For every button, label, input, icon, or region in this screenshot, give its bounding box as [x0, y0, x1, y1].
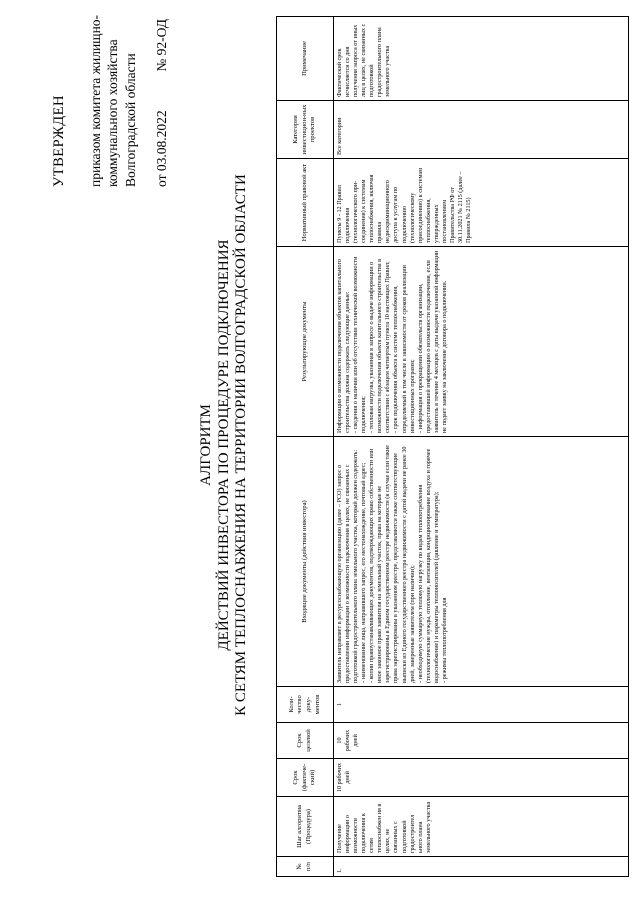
term-target-cell: 10 рабочих дней: [334, 723, 629, 759]
header-cell: Нормативный правовой акт: [277, 159, 334, 247]
header-cell: Примечание: [277, 17, 334, 101]
result-paragraph: - срок подключения объекта к системе теплоснабжения, определяемый в том числе в зависимости от сроков реализации инвестиционных программ;: [392, 265, 416, 433]
header-cell: № п/п: [277, 857, 334, 877]
approval-line-2: коммунального хозяйства: [105, 39, 121, 187]
approval-heading: УТВЕРЖДЕН: [51, 95, 67, 187]
header-cell: Шаг алгоритма (Процедура): [277, 797, 334, 857]
result-paragraph: Информация о возможности подключения объектов капитального строительства должна содержать следующие данные:: [336, 259, 352, 433]
header-cell: Коли-чество доку-ментов: [277, 687, 334, 723]
table-header-row: [277, 17, 334, 877]
header-cell: Категория инвестицион-ных проектов: [277, 101, 334, 159]
incoming-paragraph: - копии правоустанавливающих документов, подтверждающих право собственности или иное законное право заявителя на земельный участок, права на которые не зарегистрированы в Едином государственном реестре недвижимости (в случае если такие права зарегистрированы в указанном реестре, представляются также соответствующие выписки из Единого государственного реестра недвижимости с датой выдачи не ранее 30 дней, заверенные заявителем (при наличии);: [368, 444, 416, 683]
incoming-paragraph: - необходимую суммарную тепловую нагрузку по видам теплопотребления (технологические нужды, отопление, вентиляция, кондиционирование воздуха и горячее водоснабжение) и параметры теплоносителей (давление и температура);: [416, 448, 440, 683]
result-paragraph: - сведения о наличии или об отсутствии технической возможности подключения;: [352, 256, 368, 433]
result-paragraph: - тепловая нагрузка, указанная в запросе о выдаче информации о возможности подключения объекта капитального строительства в соответствии с абзацем четвертым пункта 10 настоящих Правил;: [368, 258, 392, 433]
incoming-paragraph: - режимы теплопотребления для: [440, 597, 448, 683]
number-sign: №: [154, 58, 170, 72]
approval-number: 92-ОД: [154, 19, 170, 56]
doc-count-cell: 1: [334, 687, 629, 723]
table-row: [334, 17, 629, 877]
approval-line-3: Волгоградской области: [122, 53, 138, 187]
approval-block: [50, 7, 171, 187]
document-title: [198, 25, 251, 865]
note-cell: Фактический срок исчисляется со дня получения запроса от иных лиц в целях, не связанных с подготовкой градостроительного плана земельного участка: [334, 17, 629, 101]
approval-date-line: [153, 7, 171, 187]
approval-date: 03.08.2022: [154, 110, 170, 172]
row-number: 1.: [334, 857, 629, 877]
title-line-2: ДЕЙСТВИЙ ИНВЕСТОРА ПО ПРОЦЕДУРЕ ПОДКЛЮЧЕНИЯ: [215, 239, 232, 651]
date-prefix: от: [154, 174, 170, 187]
title-line-1: АЛГОРИТМ: [198, 404, 214, 486]
term-actual-cell: 10 рабочих дней: [334, 759, 629, 797]
step-cell: Получение информации о возможности подключения к сетям теплоснабжен ия в целях, не связанных с подготовкой градостроител ьного плана земельного участка: [334, 797, 629, 857]
incoming-paragraph: Заявитель направляет в ресурсоснабжающую организацию (далее – РСО) запрос о предоставлении информации о возможности подключения в целях, не связанных с подготовкой градостроительного плана земельного участка, который должен содержать:: [336, 449, 360, 683]
incoming-paragraph: - наименование лица, направившего запрос, его местонахождение, почтовый адрес;: [360, 462, 368, 683]
category-cell: Все категории: [334, 101, 629, 159]
title-line-3: К СЕТЯМ ТЕПЛОСНАБЖЕНИЯ НА ТЕРРИТОРИИ ВОЛГОГРАДСКОЙ ОБЛАСТИ: [233, 174, 250, 716]
result-paragraph: - информация о прекращении обязательств организации, предоставившей информацию о возможности подключения, если заявитель в течение 4 месяцев с даты выдачи указанной информации не подает заявку на заключение договора о подключении.: [416, 250, 448, 433]
incoming-docs-cell: [334, 437, 629, 687]
normative-act-cell: Пункты 9 - 12 Правил подключения (технологического при-соединения) к системам теплоснабжения, включая правила недискриминационного доступа к услугам по подключению (технологическому присоединению) к системам теплоснабжения, утвержденных постановлением Правительства РФ от 30.11.2021 № 2115 (далее – Правила № 2115): [334, 159, 629, 247]
result-docs-cell: [334, 247, 629, 437]
header-cell: Входящие документы (действия инвестора): [277, 437, 334, 687]
header-cell: Срок целевой: [277, 723, 334, 759]
header-cell: Срок (фактиче-ский): [277, 759, 334, 797]
algorithm-table: [276, 16, 629, 877]
header-cell: Результирующие документы: [277, 247, 334, 437]
approval-line-1: приказом комитета жилищно-: [87, 14, 103, 187]
